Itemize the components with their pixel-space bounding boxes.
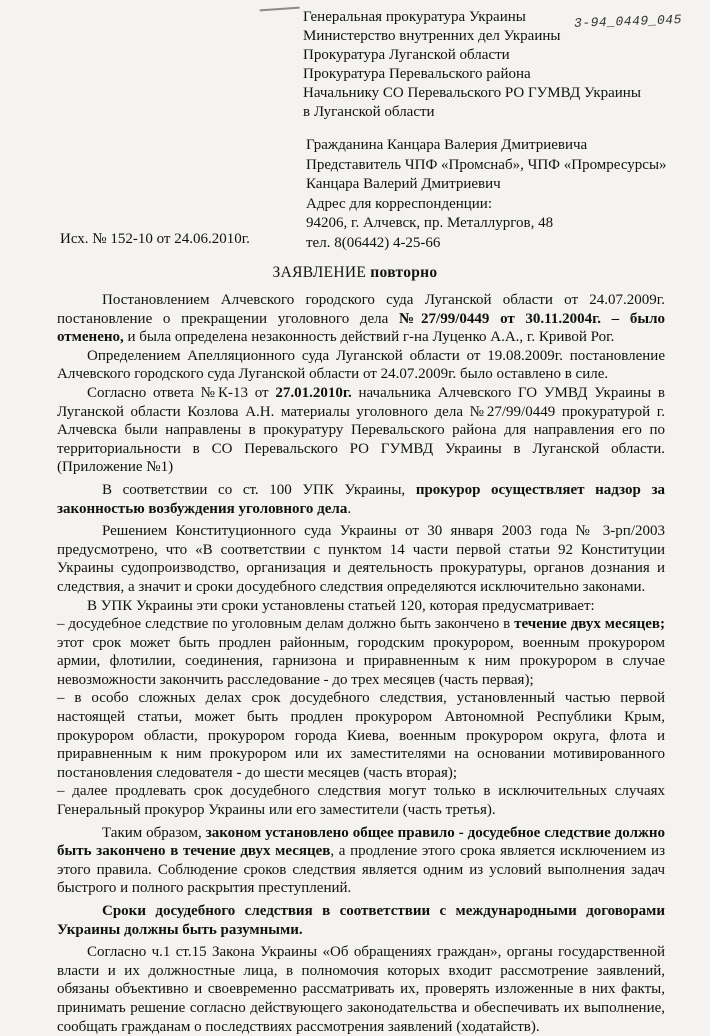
sender-line: Гражданина Канцара Валерия Дмитриевича (306, 137, 588, 153)
bold-run: 27.01.2010г. (275, 384, 352, 401)
list-item: – в особо сложных делах срок досудебного следствия, установленный частью первой настоящей статьи, может быть продлен прокурором Автономной Республики Крым, прокурором области, прокурором города Киева, военным прокурором округа, флота и приравненным к ним прокурором или их заместителями на основании мотивированного постановления следователя - до шести месяцев (часть вторая); (57, 690, 665, 781)
document-body (57, 291, 665, 1036)
text-run: этот срок может быть продлен районным, городским прокурором, военным прокурором армии, флотилии, соединения, гарнизона и приравненным к ним прокурором в случае невозможности закончить расследование - до трех месяцев (часть первая); (57, 634, 665, 688)
text-run: , а продление этого срока является исключением из этого правила. Соблюдение сроков следствия является одним из условий выполнения задач быстрого и полного раскрытия преступлений. (57, 843, 665, 897)
paragraph: Решением Конституционного суда Украины от 30 января 2003 года № 3-рп/2003 предусмотрено, что «В соответствии с пунктом 14 части первой статьи 92 Конституции Украины судопроизводство, организация и деятельность прокуратуры, органов дознания и следствия, а значит и сроки досудебного следствия определяются исключительно законами. (57, 523, 665, 595)
recipient-line: Министерство внутренних дел Украины (303, 28, 561, 44)
sender-line: Представитель ЧПФ «Промснаб», ЧПФ «Промресурсы» (306, 156, 667, 173)
sender-line: Канцара Валерий Дмитриевич (306, 176, 501, 192)
text-run: – досудебное следствие по уголовным делам должно быть закончено в (57, 616, 515, 633)
recipient-line: Начальнику СО Перевальского РО ГУМВД Украины (303, 85, 641, 101)
outgoing-number: Исх. № 152-10 от 24.06.2010г. (60, 231, 250, 247)
sender-block (306, 136, 667, 253)
recipient-line: Прокуратура Перевальского района (303, 66, 531, 82)
text-run: Постановлением Алчевского городского суда Луганской области от 24.07.2009г. постановление о прекращении уголовного дела (57, 292, 665, 327)
bold-run: №27/99/0449 от 30.11.2004г. – было отменено, (57, 310, 665, 346)
paragraph: В УПК Украины эти сроки установлены статьей 120, которая предусматривает: (87, 597, 595, 614)
text-run: и была определена незаконность действий г-на Луценко А.А., г. Кривой Рог. (123, 329, 615, 346)
bold-run: течение двух месяцев; (514, 616, 665, 633)
title-main: ЗАЯВЛЕНИЕ (272, 264, 367, 281)
recipient-line: Прокуратура Луганской области (303, 47, 510, 63)
text-run: Таким образом, (102, 824, 206, 841)
paragraph (57, 481, 665, 518)
sender-line: тел. 8(06442) 4-25-66 (306, 234, 441, 251)
list-item (57, 615, 665, 689)
paragraph (57, 291, 665, 347)
document-title (0, 264, 710, 282)
title-suffix: повторно (366, 264, 438, 281)
paragraph (57, 824, 665, 898)
scratch-mark (260, 7, 301, 22)
bold-run: Сроки досудебного следствия в соответствии с международными договорами Украины должны быть разумными. (57, 903, 665, 938)
bold-run: законом установлено общее правило - досудебное следствие должно быть закончено в течение двух месяцев (57, 824, 666, 860)
sender-line: 94206, г. Алчевск, пр. Металлургов, 48 (306, 215, 554, 231)
paragraph (57, 384, 665, 477)
recipient-line: в Луганской области (303, 104, 435, 120)
paragraph (57, 902, 665, 939)
text-run: В соответствии со ст. 100 УПК Украины, (102, 481, 416, 498)
paragraph: Определением Апелляционного суда Луганской области от 19.08.2009г. постановление Алчевского городского суда Луганской области от 24.07.2009г. было оставлено в силе. (57, 347, 665, 383)
recipient-line: Генеральная прокуратура Украины (303, 9, 526, 25)
recipients-block (303, 8, 641, 122)
text-run: . (347, 500, 352, 517)
text-run: Согласно ответа №К-13 от (87, 384, 276, 401)
text-run: начальника Алчевского ГО УМВД Украины в Луганской области Козлова А.Н. материалы уголовного дела №27/99/0449 прокуратурой г. Алчевска были направлены в прокуратуру Перевальского района для направления его по территориальности в СО Перевальского РО ГУМВД Украины в Луганской области. (Приложение №1) (57, 384, 665, 476)
sender-line: Адрес для корреспонденции: (306, 195, 493, 212)
list-item: – далее продлевать срок досудебного следствия могут только в исключительных случаях Генеральный прокурор Украины или его заместители (часть третья). (57, 783, 665, 819)
registration-stamp: 3-94_0449_045 (573, 12, 683, 31)
paragraph: Согласно ч.1 ст.15 Закона Украины «Об обращениях граждан», органы государственной власти и их должностные лица, в полномочия которых входит рассмотрение заявлений, обязаны объективно и своевременно рассматривать их, проверять изложенные в них факты, принимать решение согласно действующего законодательства и обеспечивать их выполнение, сообщать гражданам о последствиях рассмотрения заявлений (ходатайств). (57, 944, 665, 1035)
bold-run: прокурор осуществляет надзор за законностью возбуждения уголовного дела (57, 481, 665, 517)
